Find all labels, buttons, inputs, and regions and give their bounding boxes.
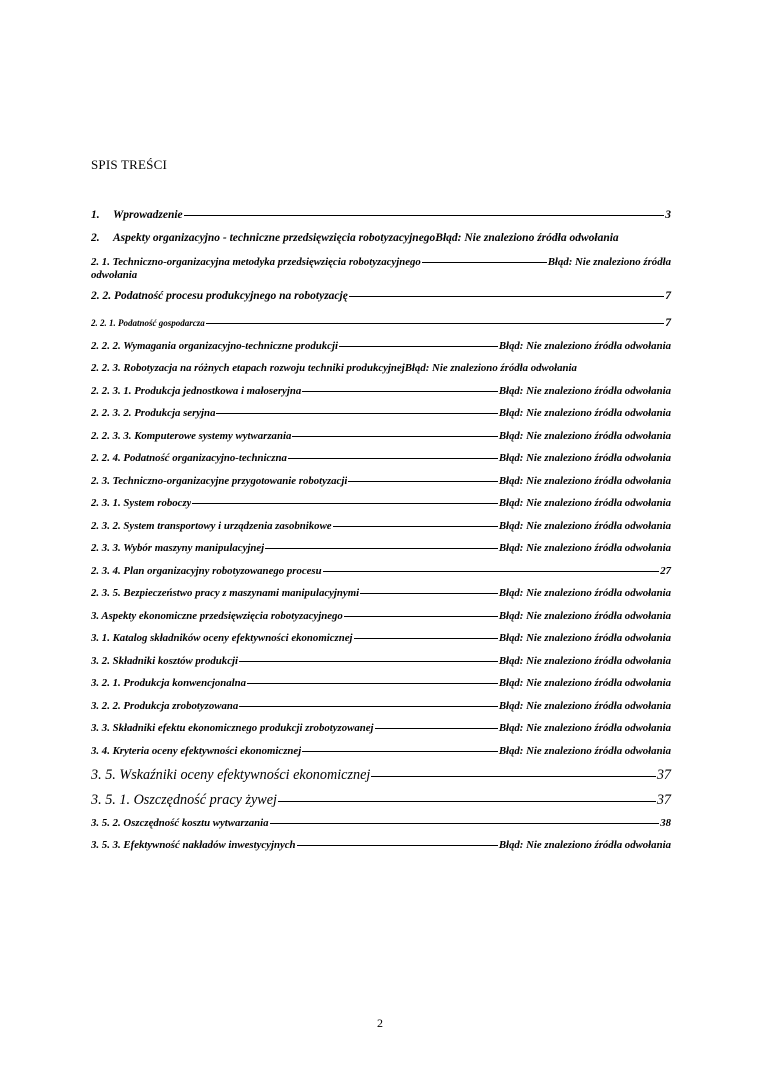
toc-entry-text: 3. 5. 2. Oszczędność kosztu wytwarzania bbox=[91, 817, 269, 829]
leader-line bbox=[354, 638, 498, 639]
leader-line bbox=[323, 571, 660, 572]
toc-entry-page: Błąd: Nie znaleziono źródła odwołania bbox=[498, 632, 671, 644]
leader-line bbox=[288, 458, 498, 459]
toc-entry-page-continued: odwołania bbox=[91, 269, 138, 281]
leader-line bbox=[339, 346, 498, 347]
leader-line bbox=[297, 845, 498, 846]
toc-entry-page: Błąd: Nie znaleziono źródła odwołania bbox=[498, 677, 671, 689]
toc-entry-3-1[interactable] bbox=[91, 632, 671, 644]
toc-entry-text: 3. 5. 3. Efektywność nakładów inwestycyjnych bbox=[91, 839, 296, 851]
toc-entry-page: Błąd: Nie znaleziono źródła odwołania bbox=[498, 610, 671, 622]
leader-line bbox=[247, 683, 498, 684]
toc-entry-page: 27 bbox=[660, 565, 671, 577]
toc-entry-page: Błąd: Nie znaleziono źródła odwołania bbox=[498, 340, 671, 352]
toc-entry-3-2-2[interactable] bbox=[91, 700, 671, 712]
leader-line bbox=[206, 323, 664, 324]
leader-line bbox=[302, 751, 498, 752]
toc-entry-2-3-3[interactable] bbox=[91, 542, 671, 554]
toc-entry-2-2-3-3[interactable] bbox=[91, 430, 671, 442]
leader-line bbox=[270, 823, 660, 824]
toc-entry-2-2-3-2[interactable] bbox=[91, 407, 671, 419]
toc-entry-text: 2. 2. 2. Wymagania organizacyjno-techniczne produkcji bbox=[91, 340, 338, 352]
toc-entry-1[interactable] bbox=[91, 209, 671, 221]
toc-entry-2-2[interactable] bbox=[91, 290, 671, 302]
toc-entry-text: Wprowadzenie bbox=[113, 209, 183, 221]
toc-entry-page: Błąd: Nie znaleziono źródła odwołania bbox=[498, 745, 671, 757]
toc-entry-3-2-1[interactable] bbox=[91, 677, 671, 689]
leader-line bbox=[239, 706, 498, 707]
leader-line bbox=[216, 413, 497, 414]
toc-entry-page: Błąd: Nie znaleziono źródła odwołania bbox=[498, 587, 671, 599]
toc-entry-page: Błąd: Nie znaleziono źródła odwołania bbox=[404, 362, 577, 374]
toc-entry-page: Błąd: Nie znaleziono źródła odwołania bbox=[498, 452, 671, 464]
toc-entry-text: 2. 2. 3. 1. Produkcja jednostkowa i małoseryjna bbox=[91, 385, 302, 397]
toc-entry-2-3-5[interactable] bbox=[91, 587, 671, 599]
toc-entry-3-4[interactable] bbox=[91, 745, 671, 757]
toc-entry-number: 1. bbox=[91, 209, 100, 221]
toc-entry-3-5-3[interactable] bbox=[91, 839, 671, 851]
toc-entry-2-3[interactable] bbox=[91, 475, 671, 487]
toc-entry-page: Błąd: Nie znaleziono źródła odwołania bbox=[498, 475, 671, 487]
toc-entry-text: 3. 2. 2. Produkcja zrobotyzowana bbox=[91, 700, 239, 712]
toc-entry-page: Błąd: Nie znaleziono źródła odwołania bbox=[435, 232, 619, 244]
toc-entry-3-5[interactable] bbox=[91, 767, 671, 784]
toc-entry-2[interactable] bbox=[91, 232, 671, 244]
toc-entry-3-2[interactable] bbox=[91, 655, 671, 667]
toc-entry-2-3-1[interactable] bbox=[91, 497, 671, 509]
toc-entry-text: 2. 2. 3. Robotyzacja na różnych etapach rozwoju techniki produkcyjnej bbox=[91, 362, 405, 374]
toc-entry-page: Błąd: Nie znaleziono źródła odwołania bbox=[498, 497, 671, 509]
toc-entry-2-2-2[interactable] bbox=[91, 340, 671, 352]
leader-line bbox=[333, 526, 498, 527]
toc-entry-page: 7 bbox=[665, 317, 671, 329]
toc-entry-page: 37 bbox=[656, 767, 671, 783]
toc-entry-text: 2. 2. 4. Podatność organizacyjno-techniczna bbox=[91, 452, 287, 464]
toc-entry-page: Błąd: Nie znaleziono źródła odwołania bbox=[498, 700, 671, 712]
leader-line bbox=[239, 661, 498, 662]
toc-entry-text: 2. 2. 1. Podatność gospodarcza bbox=[91, 318, 205, 328]
leader-line bbox=[349, 296, 664, 297]
toc-entry-text: 2. 3. 2. System transportowy i urządzenia zasobnikowe bbox=[91, 520, 332, 532]
toc-entry-text: 3. 3. Składniki efektu ekonomicznego produkcji zrobotyzowanej bbox=[91, 722, 374, 734]
toc-entry-text: 3. 5. Wskaźniki oceny efektywności ekonomicznej bbox=[91, 767, 371, 783]
toc-entry-page: 7 bbox=[665, 290, 671, 302]
toc-entry-page: Błąd: Nie znaleziono źródła odwołania bbox=[498, 430, 671, 442]
toc-entry-2-3-2[interactable] bbox=[91, 520, 671, 532]
toc-entry-2-2-3-1[interactable] bbox=[91, 385, 671, 397]
leader-line bbox=[422, 262, 547, 263]
toc-entry-text: 2. 3. 5. Bezpieczeństwo pracy z maszynami manipulacyjnymi bbox=[91, 587, 360, 599]
toc-entry-2-2-4[interactable] bbox=[91, 452, 671, 464]
toc-entry-text: 3. 1. Katalog składników oceny efektywności ekonomicznej bbox=[91, 632, 353, 644]
toc-entry-3[interactable] bbox=[91, 610, 671, 622]
toc-entry-text: 3. 4. Kryteria oceny efektywności ekonomicznej bbox=[91, 745, 302, 757]
toc-entry-3-5-2[interactable] bbox=[91, 817, 671, 829]
leader-line bbox=[184, 215, 665, 216]
toc-entry-text: 3. 2. Składniki kosztów produkcji bbox=[91, 655, 238, 667]
toc-title: SPIS TREŚCI bbox=[91, 157, 168, 172]
toc-entry-text: 3. 2. 1. Produkcja konwencjonalna bbox=[91, 677, 247, 689]
leader-line bbox=[348, 481, 497, 482]
toc-entry-page: 3 bbox=[665, 209, 671, 221]
toc-entry-text: 3. Aspekty ekonomiczne przedsięwzięcia robotyzacyjnego bbox=[91, 610, 343, 622]
leader-line bbox=[360, 593, 498, 594]
page-number: 2 bbox=[377, 1016, 383, 1030]
toc-entry-page: Błąd: Nie znaleziono źródła odwołania bbox=[498, 520, 671, 532]
toc-entry-text: 2. 3. 1. System roboczy bbox=[91, 497, 192, 509]
toc-entry-page: Błąd: Nie znaleziono źródła bbox=[547, 256, 671, 268]
toc-entry-page: Błąd: Nie znaleziono źródła odwołania bbox=[498, 655, 671, 667]
leader-line bbox=[292, 436, 497, 437]
toc-entry-text: 2. 3. 4. Plan organizacyjny robotyzowanego procesu bbox=[91, 565, 322, 577]
toc-entry-text: 2. 2. 3. 3. Komputerowe systemy wytwarzania bbox=[91, 430, 292, 442]
toc-entry-2-2-3[interactable] bbox=[91, 362, 671, 374]
toc-entry-3-5-1[interactable] bbox=[91, 792, 671, 809]
leader-line bbox=[344, 616, 498, 617]
leader-line bbox=[302, 391, 498, 392]
toc-entry-text: 2. 3. Techniczno-organizacyjne przygotowanie robotyzacji bbox=[91, 475, 348, 487]
toc-entry-2-1[interactable] bbox=[91, 256, 671, 282]
leader-line bbox=[371, 776, 655, 777]
toc-entry-text: 3. 5. 1. Oszczędność pracy żywej bbox=[91, 792, 277, 808]
toc-entry-page: Błąd: Nie znaleziono źródła odwołania bbox=[498, 385, 671, 397]
toc-entry-text: Aspekty organizacyjno - techniczne przedsięwzięcia robotyzacyjnego bbox=[113, 232, 436, 244]
leader-line bbox=[278, 801, 656, 802]
toc-entry-page: Błąd: Nie znaleziono źródła odwołania bbox=[498, 722, 671, 734]
leader-line bbox=[375, 728, 498, 729]
toc-entry-page: Błąd: Nie znaleziono źródła odwołania bbox=[498, 407, 671, 419]
leader-line bbox=[192, 503, 497, 504]
toc-entry-text: 2. 3. 3. Wybór maszyny manipulacyjnej bbox=[91, 542, 265, 554]
toc-entry-text: 2. 2. Podatność procesu produkcyjnego na robotyzację bbox=[91, 290, 348, 302]
toc-entry-page: Błąd: Nie znaleziono źródła odwołania bbox=[498, 542, 671, 554]
toc-entry-2-3-4[interactable] bbox=[91, 565, 671, 577]
toc-entry-text: 2. 1. Techniczno-organizacyjna metodyka przedsięwzięcia robotyzacyjnego bbox=[91, 256, 421, 268]
toc-entry-page: Błąd: Nie znaleziono źródła odwołania bbox=[498, 839, 671, 851]
toc-entry-page: 37 bbox=[656, 792, 671, 808]
toc-entry-2-2-1[interactable] bbox=[91, 317, 671, 329]
toc-entry-number: 2. bbox=[91, 232, 100, 244]
leader-line bbox=[265, 548, 498, 549]
toc-entry-text: 2. 2. 3. 2. Produkcja seryjna bbox=[91, 407, 216, 419]
toc-entry-3-3[interactable] bbox=[91, 722, 671, 734]
toc-entry-page: 38 bbox=[660, 817, 671, 829]
